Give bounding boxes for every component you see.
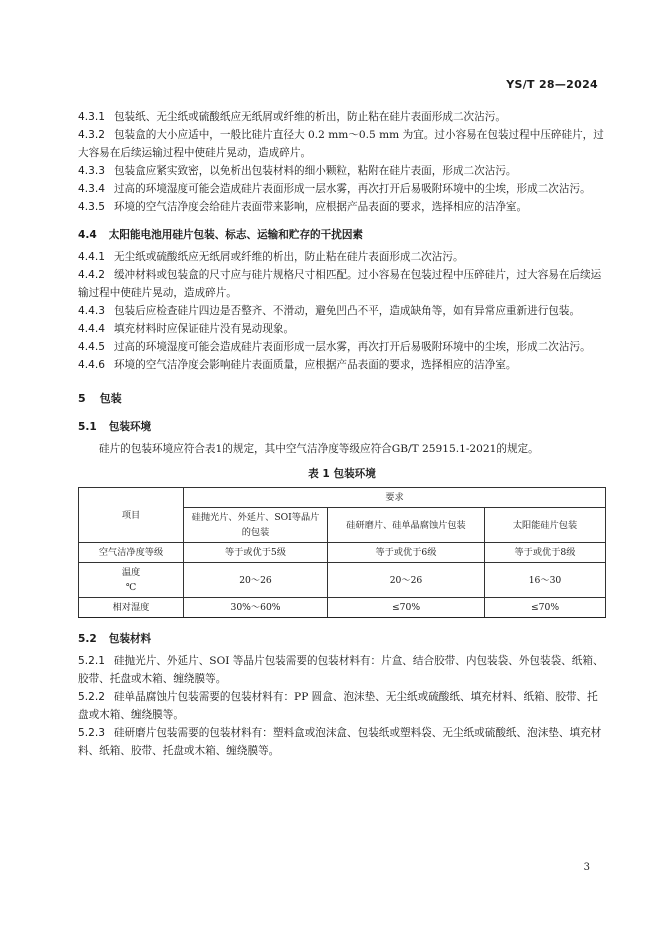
clause-text: 环境的空气洁净度会影响硅片表面质量，应根据产品表面的要求，选择相应的洁净室。 (113, 359, 517, 371)
clause-number: 4.4.3 (78, 305, 105, 317)
table-cell: 等于或优于5级 (184, 543, 328, 563)
clause-text: 过高的环境湿度可能会造成硅片表面形成一层水雾，再次打开后易吸附环境中的尘埃，形成二次沾污。 (113, 341, 591, 353)
table-cell: 等于或优于6级 (328, 543, 485, 563)
section-number: 5.1 (78, 421, 97, 433)
table-cell: ≤70% (328, 598, 485, 618)
section-title: 太阳能电池用硅片包装、标志、运输和贮存的干扰因素 (108, 229, 364, 241)
clause-number: 4.4.2 (78, 269, 105, 281)
clause-text: 硅抛光片、外延片、SOI 等晶片包装需要的包装材料有：片盒、结合胶带、内包装袋、外包装袋、纸箱、胶带、托盘或木箱、缠绕膜等。 (78, 655, 604, 685)
table-cell: 20～26 (184, 563, 328, 598)
table-cell: 30%～60% (184, 598, 328, 618)
clause-4-3-3 (78, 162, 606, 180)
section-heading-5-1 (78, 418, 606, 436)
clause-5-2-2 (78, 688, 606, 724)
clause-number: 5.2.3 (78, 727, 105, 739)
clause-number: 4.4.5 (78, 341, 105, 353)
clause-4-4-6 (78, 356, 606, 374)
clause-4-4-2 (78, 266, 606, 302)
clause-number: 5.2.1 (78, 655, 105, 667)
clause-text: 过高的环境湿度可能会造成硅片表面形成一层水雾，再次打开后易吸附环境中的尘埃，形成二次沾污。 (113, 183, 591, 195)
table-cell: ≤70% (485, 598, 606, 618)
row-label-text: 温度 (121, 567, 141, 578)
clause-text: 无尘纸或硫酸纸应无纸屑或纤维的析出，防止粘在硅片表面形成二次沾污。 (113, 251, 464, 263)
clause-number: 4.3.1 (78, 111, 105, 123)
row-label: 相对湿度 (79, 598, 184, 618)
clause-text: 包装后应检查硅片四边是否整齐、不滑动，避免凹凸不平，造成缺角等，如有异常应重新进行包装。 (113, 305, 581, 317)
table-cell: 16～30 (485, 563, 606, 598)
clause-text: 包装纸、无尘纸或硫酸纸应无纸屑或纤维的析出，防止粘在硅片表面形成二次沾污。 (113, 111, 506, 123)
page-content (78, 108, 606, 760)
row-label (79, 563, 184, 598)
table-row (79, 543, 606, 563)
clause-4-3-5 (78, 198, 606, 216)
clause-number: 4.4.6 (78, 359, 105, 371)
table-title: 表 1 包装环境 (308, 468, 376, 480)
clause-text: 填充材料时应保证硅片没有晃动现象。 (113, 323, 295, 335)
row-unit: ℃ (125, 582, 137, 593)
clause-text: 包装盒的大小应适中，一般比硅片直径大 0.2 mm～0.5 mm 为宜。过小容易在包装过程中压碎硅片，过大容易在后续运输过程中使硅片晃动，造成碎片。 (78, 129, 604, 159)
row-label: 空气洁净度等级 (79, 543, 184, 563)
page-number: 3 (583, 862, 590, 873)
clause-number: 4.3.3 (78, 165, 105, 177)
clause-number: 4.4.1 (78, 251, 105, 263)
clause-5-2-3 (78, 724, 606, 760)
standard-code: YS/T 28—2024 (506, 78, 598, 91)
clause-4-4-3 (78, 302, 606, 320)
clause-4-3-1 (78, 108, 606, 126)
clause-4-3-2 (78, 126, 606, 162)
clause-4-4-4 (78, 320, 606, 338)
clause-number: 4.3.2 (78, 129, 105, 141)
clause-text: 硅研磨片包装需要的包装材料有：塑料盒或泡沫盒、包装纸或塑料袋、无尘纸或硫酸纸、泡沫垫、填充材料、纸箱、胶带、托盘或木箱、缠绕膜等。 (78, 727, 602, 757)
chapter-heading-5 (78, 390, 606, 408)
chapter-title: 包装 (99, 392, 122, 405)
clause-text: 缓冲材料或包装盒的尺寸应与硅片规格尺寸相匹配。过小容易在包装过程中压碎硅片，过大容易在后续运输过程中使硅片晃动，造成碎片。 (78, 269, 602, 299)
table-cell: 20～26 (328, 563, 485, 598)
table-header-row (79, 488, 606, 508)
section-heading-5-2 (78, 630, 606, 648)
clause-number: 4.3.4 (78, 183, 105, 195)
col-header: 太阳能硅片包装 (485, 508, 606, 543)
table-row (79, 598, 606, 618)
clause-4-4-5 (78, 338, 606, 356)
section-number: 4.4 (78, 229, 97, 241)
col-header: 硅研磨片、硅单晶腐蚀片包装 (328, 508, 485, 543)
section-heading-4-4 (78, 226, 606, 244)
clause-text: 环境的空气洁净度会给硅片表面带来影响，应根据产品表面的要求，选择相应的洁净室。 (113, 201, 528, 213)
paragraph-5-1: 硅片的包装环境应符合表1的规定，其中空气洁净度等级应符合GB/T 25915.1-2021的规定。 (99, 443, 539, 455)
clause-text: 包装盒应紧实致密，以免析出包装材料的细小颗粒，粘附在硅片表面，形成二次沾污。 (113, 165, 517, 177)
clause-number: 5.2.2 (78, 691, 105, 703)
section-number: 5.2 (78, 633, 97, 645)
clause-number: 4.3.5 (78, 201, 105, 213)
table-cell: 等于或优于8级 (485, 543, 606, 563)
section-title: 包装环境 (108, 421, 152, 433)
clause-text: 硅单晶腐蚀片包装需要的包装材料有：PP 圆盒、泡沫垫、无尘纸或硫酸纸、填充材料、纸箱、胶带、托盘或木箱、缠绕膜等。 (78, 691, 598, 721)
table-row (79, 563, 606, 598)
chapter-number: 5 (78, 392, 86, 405)
clause-4-3-4 (78, 180, 606, 198)
packaging-environment-table (78, 487, 606, 618)
item-header: 项目 (79, 488, 184, 543)
clause-4-4-1 (78, 248, 606, 266)
requirement-header: 要求 (184, 488, 606, 508)
col-header: 硅抛光片、外延片、SOI等晶片的包装 (184, 508, 328, 543)
clause-5-2-1 (78, 652, 606, 688)
section-title: 包装材料 (108, 633, 152, 645)
clause-number: 4.4.4 (78, 323, 105, 335)
